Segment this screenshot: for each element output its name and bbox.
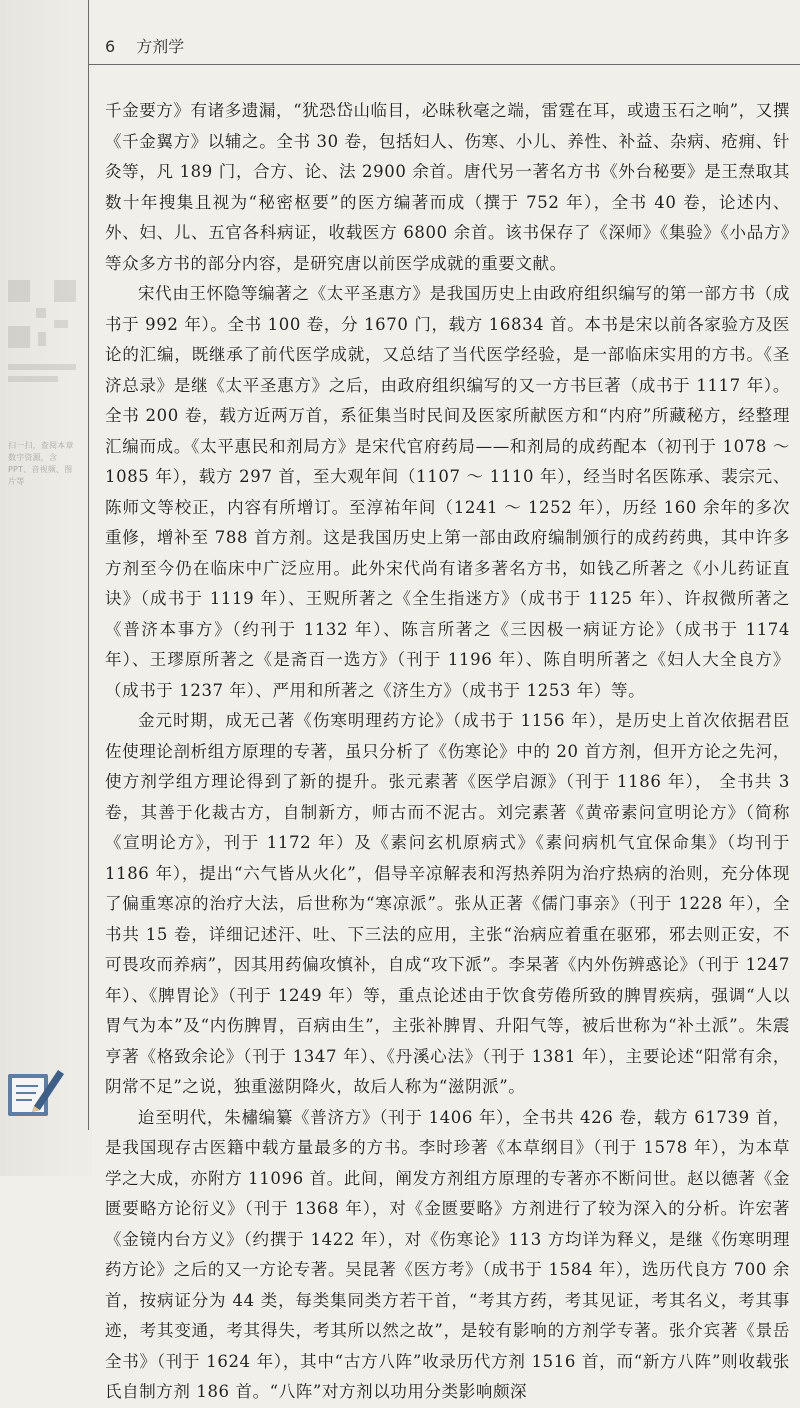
paragraph: 迨至明代，朱橚编纂《普济方》（刊于 1406 年），全书共 426 卷，载方 61739 首，是我国现存古医籍中载方量最多的方书。李时珍著《本草纲目》（刊于 1578 年），为本草学之大成，亦附方 11096 首。此间，阐发方剂组方原理的专著亦不断问世。赵以德著《金匮要略方论衍义》（刊于 1368 年），对《金匮要略》方剂进行了较为深入的分析。许宏著《金镜内台方义》（约撰于 1422 年），对《伤寒论》113 方均详为释义，是继《伤寒明理药方论》之后的又一方论专著。吴昆著《医方考》（成书于 1584 年），选历代良方 700 余首，按病证分为 44 类，每类集同类方若干首，“考其方药，考其见证，考其名义，考其事迹，考其变通，考其得失，考其所以然之故”，是较有影响的方剂学专著。张介宾著《景岳全书》（刊于 1624 年），其中“古方八阵”收录历代方剂 1516 首，而“新方八阵”则收载张氏自制方剂 186 首。“八阵”对方剂以功用分类影响颇深: [105, 1107, 790, 1401]
body-text: [105, 96, 790, 1408]
margin-note: 扫一扫，查阅本章数字资源，含PPT、音视频、图片等: [8, 441, 74, 486]
vertical-rule: [88, 0, 89, 1130]
page-number: 6: [105, 37, 116, 56]
book-title: 方剂学: [136, 37, 185, 56]
left-margin: [0, 0, 92, 1176]
notes-pencil-icon: [4, 1062, 68, 1122]
paragraph: 金元时期，成无己著《伤寒明理药方论》（成书于 1156 年），是历史上首次依据君臣佐使理论剖析组方原理的专著，虽只分析了《伤寒论》中的 20 首方剂，但开方论之先河，使方剂学组方理论得到了新的提升。张元素著《医学启源》（刊于 1186 年）， 全书共 3 卷，其善于化裁古方，自制新方，师古而不泥古。刘完素著《黄帝素问宣明论方》（简称《宣明论方》，刊于 1172 年）及《素问玄机原病式》《素问病机气宜保命集》（均刊于 1186 年），提出“六气皆从火化”，倡导辛凉解表和泻热养阴为治疗热病的治则，充分体现了偏重寒凉的治疗大法，后世称为“寒凉派”。张从正著《儒门事亲》（刊于 1228 年），全书共 15 卷，详细记述汗、吐、下三法的应用，主张“治病应着重在驱邪，邪去则正安，不可畏攻而养病”，因其用药偏攻慎补，自成“攻下派”。李杲著《内外伤辨惑论》（刊于 1247 年）、《脾胃论》（刊于 1249 年）等，重点论述由于饮食劳倦所致的脾胃疾病，强调“人以胃气为本”及“内伤脾胃，百病由生”，主张补脾胃、升阳气等，被后世称为“补土派”。朱震亨著《格致余论》（刊于 1347 年）、《丹溪心法》（刊于 1381 年），主要论述“阳常有余，阴常不足”之说，独重滋阴降火，故后人称为“滋阴派”。: [105, 711, 791, 1096]
paragraph: 宋代由王怀隐等编著之《太平圣惠方》是我国历史上由政府组织编写的第一部方书（成书于 992 年）。全书 100 卷，分 1670 门，载方 16834 首。本书是宋以前各家验方及医论的汇编，既继承了前代医学成就，又总结了当代医学经验，是一部临床实用的方书。《圣济总录》是继《太平圣惠方》之后，由政府组织编写的又一方书巨著（成书于 1117 年）。全书 200 卷，载方近两万首，系征集当时民间及医家所献医方和“内府”所藏秘方，经整理汇编而成。《太平惠民和剂局方》是宋代官府药局——和剂局的成药配本（初刊于 1078 ～ 1085 年），载方 297 首，至大观年间（1107 ～ 1110 年），经当时名医陈承、裴宗元、陈师文等校正，内容有所增订。至淳祐年间（1241 ～ 1252 年），历经 160 余年的多次重修，增补至 788 首方剂。这是我国历史上第一部由政府编制颁行的成药药典，其中许多方剂至今仍在临床中广泛应用。此外宋代尚有诸多著名方书，如钱乙所著之《小儿药证直诀》（成书于 1119 年）、王贶所著之《全生指迷方》（成书于 1125 年）、许叔微所著之《普济本事方》（约刊于 1132 年）、陈言所著之《三因极一病证方论》（成书于 1174 年）、王璆原所著之《是斋百一选方》（刊于 1196 年）、陈自明所著之《妇人大全良方》（成书于 1237 年）、严用和所著之《济生方》（成书于 1253 年）等。: [105, 284, 790, 700]
header-rule: [88, 64, 800, 65]
qr-code-icon: [8, 280, 78, 430]
running-header: [105, 34, 184, 57]
paragraph: 千金要方》有诸多遗漏，“犹恐岱山临目，必昧秋毫之端，雷霆在耳，或遗玉石之响”，又撰《千金翼方》以辅之。全书 30 卷，包括妇人、伤寒、小儿、养性、补益、杂病、疮痈、针灸等，凡 189 门，合方、论、法 2900 余首。唐代另一著名方书《外台秘要》是王焘取其数十年搜集且视为“秘密枢要”的医方编著而成（撰于 752 年），全书 40 卷，论述内、外、妇、儿、五官各科病证，收载医方 6800 余首。该书保存了《深师》《集验》《小品方》等众多方书的部分内容，是研究唐以前医学成就的重要文献。: [105, 101, 790, 273]
